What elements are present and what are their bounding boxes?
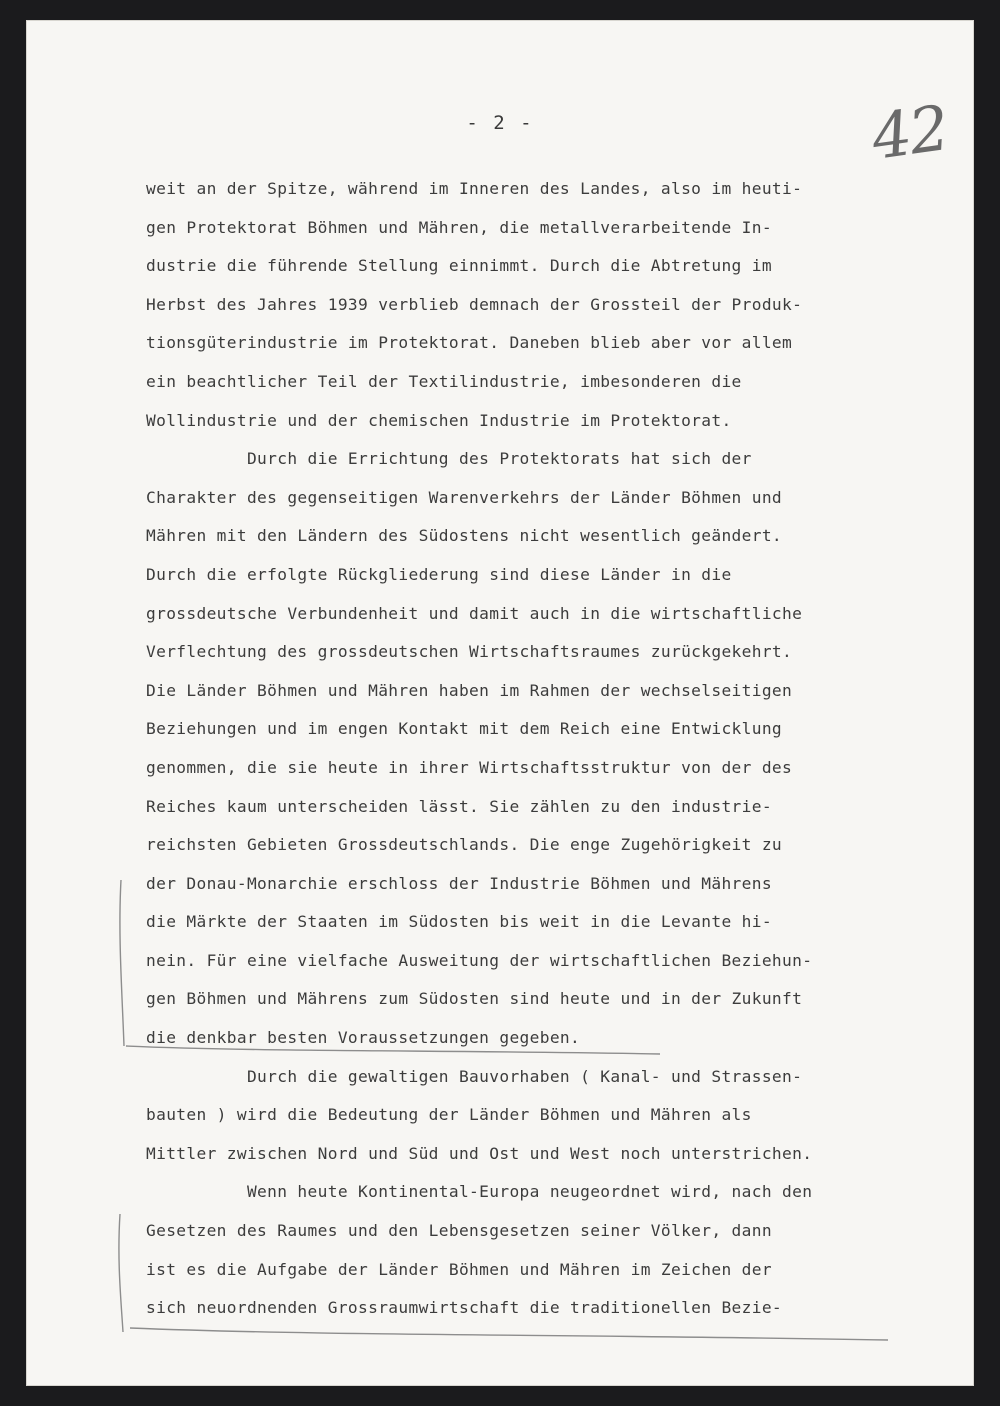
text-line: Wollindustrie und der chemischen Industrie im Protektorat.: [146, 410, 732, 430]
text-line: Mähren mit den Ländern des Südostens nicht wesentlich geändert.: [146, 526, 783, 546]
text-line: genommen, die sie heute in ihrer Wirtschaftsstruktur von der des: [146, 757, 793, 777]
text-line: Reiches kaum unterscheiden lässt. Sie zählen zu den industrie-: [146, 796, 772, 816]
text-line: Durch die gewaltigen Bauvorhaben ( Kanal- und Strassen-: [146, 1066, 803, 1086]
text-line: Charakter des gegenseitigen Warenverkehrs der Länder Böhmen und: [146, 487, 783, 507]
text-line: weit an der Spitze, während im Inneren des Landes, also im heuti-: [146, 179, 803, 198]
text-line: Beziehungen und im engen Kontakt mit dem Reich eine Entwicklung: [146, 719, 783, 739]
text-line: reichsten Gebieten Grossdeutschlands. Die enge Zugehörigkeit zu: [146, 835, 783, 855]
text-line: die denkbar besten Voraussetzungen gegeben.: [146, 1028, 581, 1048]
text-line: ist es die Aufgabe der Länder Böhmen und Mähren im Zeichen der: [146, 1259, 772, 1279]
body-text: [146, 170, 936, 1328]
text-line: die Märkte der Staaten im Südosten bis weit in die Levante hi-: [146, 912, 772, 932]
text-line: Herbst des Jahres 1939 verblieb demnach der Grossteil der Produk-: [146, 294, 803, 314]
text-line: dustrie die führende Stellung einnimmt. Durch die Abtretung im: [146, 256, 772, 276]
text-line: Durch die Errichtung des Protektorats hat sich der: [146, 449, 752, 469]
text-line: gen Protektorat Böhmen und Mähren, die metallverarbeitende In-: [146, 217, 772, 237]
text-line: Mittler zwischen Nord und Süd und Ost und West noch unterstrichen.: [146, 1143, 813, 1163]
text-line: tionsgüterindustrie im Protektorat. Daneben blieb aber vor allem: [146, 333, 793, 353]
text-line: Wenn heute Kontinental-Europa neugeordnet wird, nach den: [146, 1182, 813, 1202]
text-line: Durch die erfolgte Rückgliederung sind diese Länder in die: [146, 564, 732, 584]
text-line: nein. Für eine vielfache Ausweitung der wirtschaftlichen Beziehun-: [146, 950, 813, 970]
text-line: grossdeutsche Verbundenheit und damit auch in die wirtschaftliche: [146, 603, 803, 623]
handwritten-folio-number: 42: [867, 91, 952, 174]
text-line: der Donau-Monarchie erschloss der Industrie Böhmen und Mährens: [146, 873, 772, 893]
page-number: - 2 -: [466, 112, 534, 134]
text-line: gen Böhmen und Mährens zum Südosten sind heute und in der Zukunft: [146, 989, 803, 1009]
text-line: Verflechtung des grossdeutschen Wirtschaftsraumes zurückgekehrt.: [146, 642, 793, 662]
text-line: sich neuordnenden Grossraumwirtschaft die traditionellen Bezie-: [146, 1298, 783, 1318]
text-line: bauten ) wird die Bedeutung der Länder Böhmen und Mähren als: [146, 1105, 752, 1125]
text-line: Die Länder Böhmen und Mähren haben im Rahmen der wechselseitigen: [146, 680, 793, 700]
text-line: Gesetzen des Raumes und den Lebensgesetzen seiner Völker, dann: [146, 1221, 772, 1241]
text-line: ein beachtlicher Teil der Textilindustrie, imbesonderen die: [146, 371, 742, 391]
